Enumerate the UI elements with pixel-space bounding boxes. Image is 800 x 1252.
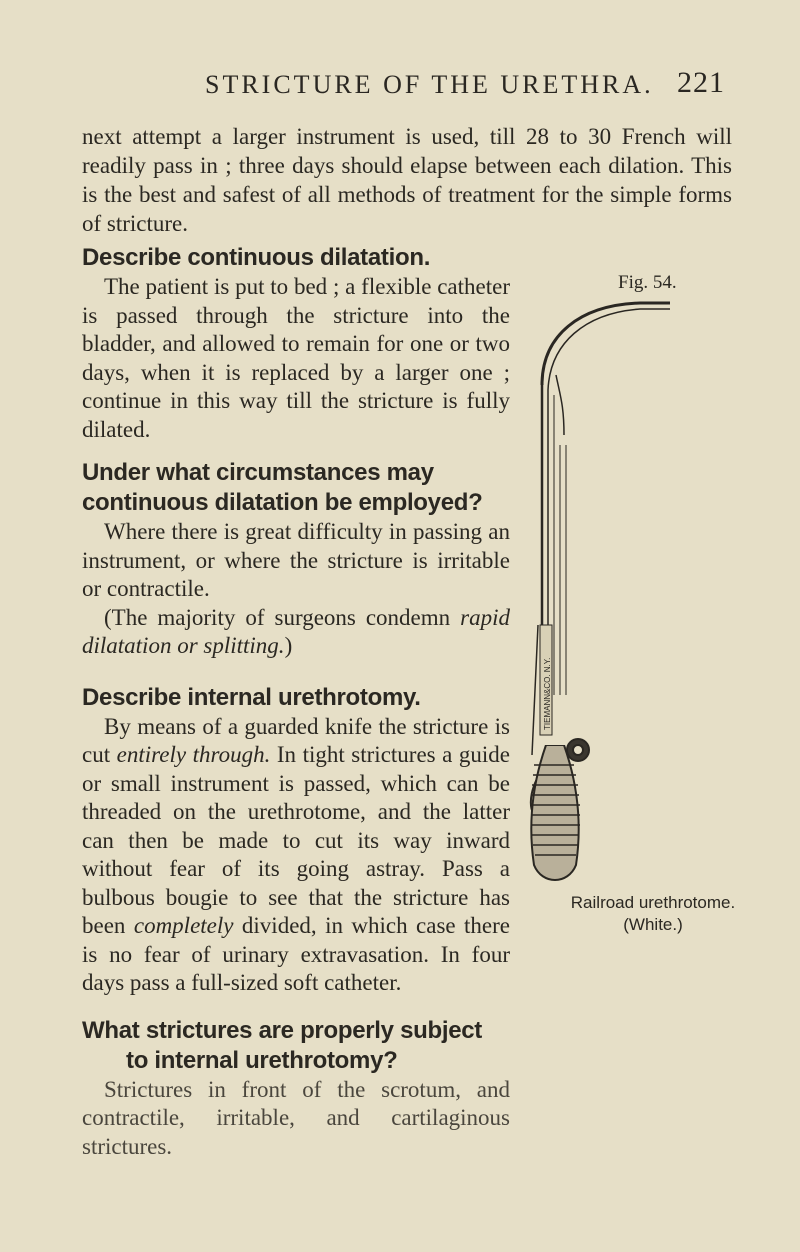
note-text: (The majority of surgeons condemn — [104, 604, 461, 630]
question-heading: Describe internal urethrotomy. — [82, 683, 421, 711]
answer-paragraph — [82, 713, 510, 998]
running-head — [205, 66, 725, 100]
answer-paragraph: Where there is great difficulty in passing an instrument, or where the stricture is irritable or contractile. — [82, 519, 510, 601]
caption-title: Railroad urethrotome. — [570, 893, 736, 912]
page-title: STRICTURE OF THE URETHRA. — [205, 70, 654, 99]
note-paragraph — [82, 604, 510, 661]
figure-label: Fig. 54. — [618, 272, 677, 293]
question-heading: What strictures are properly subject to internal urethrotomy? — [82, 1016, 482, 1074]
question-heading: Under what circumstances may continuous dilatation be employed? — [82, 459, 483, 516]
page-number: 221 — [677, 66, 725, 99]
note-close: ) — [284, 633, 293, 658]
main-column — [82, 243, 510, 1161]
answer-text: divided, in which case there is no fear of urinary extravasation. In four days pass a full-sized soft catheter. — [82, 913, 510, 995]
urethrotome-illustration — [520, 295, 670, 815]
answer-italic: completely — [133, 913, 234, 938]
answer-text: By means of a guarded knife the stricture is cut — [82, 713, 510, 767]
knife-guide — [556, 375, 564, 435]
answer-italic: entirely through. — [116, 742, 271, 767]
engraved-maker-text: TIEMANN&CO. N.Y. — [543, 657, 552, 730]
note-italic: rapid dilatation or splitting. — [82, 604, 510, 658]
intro-paragraph: next attempt a larger instrument is used, till 28 to 30 French will readily pass in ; three days should elapse between each dilation. This is the best and safest of all methods of treatment for the simple forms of stricture. — [82, 124, 732, 236]
question-heading: Describe continuous dilatation. — [82, 244, 431, 271]
figure-caption — [538, 892, 768, 936]
urethrotome-handle — [528, 745, 618, 885]
answer-text: In tight strictures a guide or small instrument is passed, which can be threaded on the urethrotome, and the latter can then be made to cut its way inward without fear of its going astray. Pass a bulbous bougie to see that the stricture has been — [82, 742, 510, 938]
caption-source: (White.) — [623, 915, 683, 934]
answer-paragraph: The patient is put to bed ; a flexible catheter is passed through the stricture into the bladder, and allowed to remain for one or two days, when it is replaced by a larger one ; continue in this way till the stricture is fully dilated. — [82, 274, 510, 442]
answer-paragraph: Strictures in front of the scrotum, and contractile, irritable, and cartilaginous strictures. — [82, 1076, 510, 1159]
